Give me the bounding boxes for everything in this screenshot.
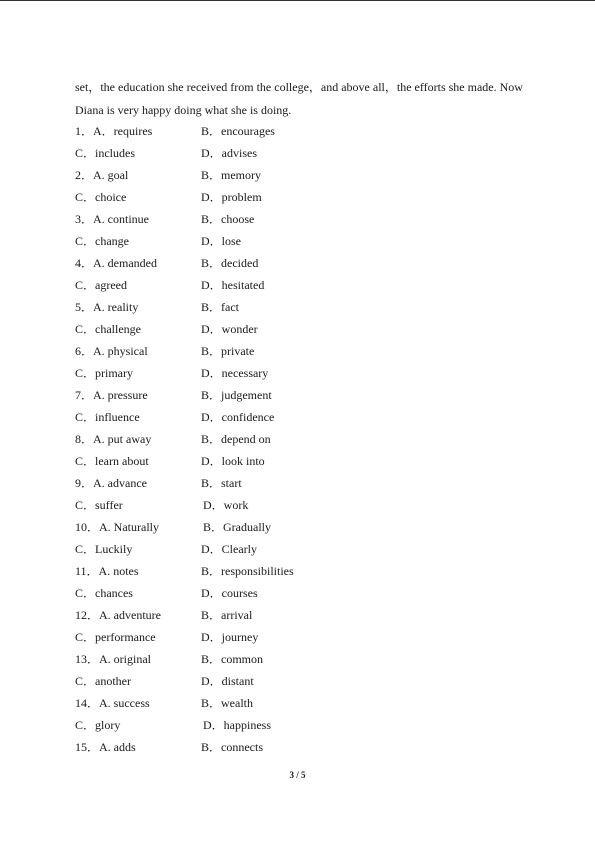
option-left: 6．A. physical <box>75 344 148 358</box>
option-left: 3．A. continue <box>75 212 149 226</box>
option-right: B．memory <box>201 168 261 182</box>
option-row <box>75 190 545 212</box>
option-left: 13．A. original <box>75 652 151 666</box>
header-rule <box>0 0 595 1</box>
option-left: 7．A. pressure <box>75 388 148 402</box>
option-row <box>75 674 545 696</box>
option-row <box>75 476 545 498</box>
option-right: D．work <box>203 498 249 512</box>
option-right: D．Clearly <box>201 542 257 556</box>
option-row <box>75 718 545 740</box>
option-right: B．start <box>201 476 242 490</box>
option-left: 9．A. advance <box>75 476 147 490</box>
option-left: C．Luckily <box>75 542 133 556</box>
option-right: D．courses <box>201 586 258 600</box>
option-right: D．journey <box>201 630 259 644</box>
option-row <box>75 696 545 718</box>
option-right: D．wonder <box>201 322 258 336</box>
option-right: B．judgement <box>201 388 272 402</box>
option-right: B．Gradually <box>203 520 271 534</box>
option-right: B．depend on <box>201 432 271 446</box>
option-right: B．decided <box>201 256 259 270</box>
page-number: 3 / 5 <box>289 770 306 780</box>
option-row <box>75 322 545 344</box>
option-right: D．hesitated <box>201 278 265 292</box>
option-left: C．challenge <box>75 322 141 336</box>
option-row <box>75 740 545 762</box>
option-left: 1．A．requires <box>75 124 153 138</box>
option-right: B．responsibilities <box>201 564 294 578</box>
option-left: C．performance <box>75 630 156 644</box>
option-right: D．confidence <box>201 410 275 424</box>
option-left: C．primary <box>75 366 133 380</box>
option-left: C．learn about <box>75 454 149 468</box>
option-row <box>75 366 545 388</box>
option-right: B．choose <box>201 212 255 226</box>
option-right: D．advises <box>201 146 257 160</box>
option-right: B．common <box>201 652 263 666</box>
option-row <box>75 344 545 366</box>
option-row <box>75 652 545 674</box>
option-left: 14．A. success <box>75 696 150 710</box>
option-left: C．another <box>75 674 131 688</box>
option-left: 2．A. goal <box>75 168 129 182</box>
option-left: C．suffer <box>75 498 123 512</box>
option-right: D．problem <box>201 190 262 204</box>
option-row <box>75 278 545 300</box>
option-left: 8．A. put away <box>75 432 152 446</box>
option-right: B．wealth <box>201 696 253 710</box>
passage-line-1: set，the education she received from the college，and above all，the efforts she made. Now <box>75 80 523 94</box>
option-row <box>75 454 545 476</box>
option-row <box>75 498 545 520</box>
option-right: D．lose <box>201 234 241 248</box>
option-row <box>75 146 545 168</box>
option-right: B．connects <box>201 740 263 754</box>
option-row <box>75 432 545 454</box>
option-right: D．happiness <box>203 718 271 732</box>
option-row <box>75 212 545 234</box>
option-left: 15．A. adds <box>75 740 136 754</box>
option-left: C．includes <box>75 146 135 160</box>
option-row <box>75 410 545 432</box>
option-left: C．change <box>75 234 129 248</box>
option-left: C．agreed <box>75 278 127 292</box>
option-row <box>75 388 545 410</box>
option-row <box>75 520 545 542</box>
option-left: C．choice <box>75 190 127 204</box>
option-right: D．look into <box>201 454 265 468</box>
option-right: B．private <box>201 344 255 358</box>
option-row <box>75 168 545 190</box>
option-left: 4．A. demanded <box>75 256 157 270</box>
option-left: 12．A. adventure <box>75 608 161 622</box>
option-left: C．glory <box>75 718 121 732</box>
option-left: C．influence <box>75 410 140 424</box>
option-right: B．arrival <box>201 608 253 622</box>
option-row <box>75 124 545 146</box>
option-row <box>75 300 545 322</box>
option-row <box>75 608 545 630</box>
option-row <box>75 564 545 586</box>
option-left: C．chances <box>75 586 133 600</box>
passage-line-2: Diana is very happy doing what she is doing. <box>75 103 292 117</box>
option-left: 5．A. reality <box>75 300 139 314</box>
option-row <box>75 542 545 564</box>
option-left: 11．A. notes <box>75 564 139 578</box>
option-right: D．necessary <box>201 366 269 380</box>
option-right: B．encourages <box>201 124 275 138</box>
option-left: 10．A. Naturally <box>75 520 159 534</box>
option-right: B．fact <box>201 300 239 314</box>
option-row <box>75 586 545 608</box>
option-row <box>75 234 545 256</box>
answer-options-list <box>75 124 545 762</box>
option-right: D．distant <box>201 674 254 688</box>
option-row <box>75 256 545 278</box>
option-row <box>75 630 545 652</box>
